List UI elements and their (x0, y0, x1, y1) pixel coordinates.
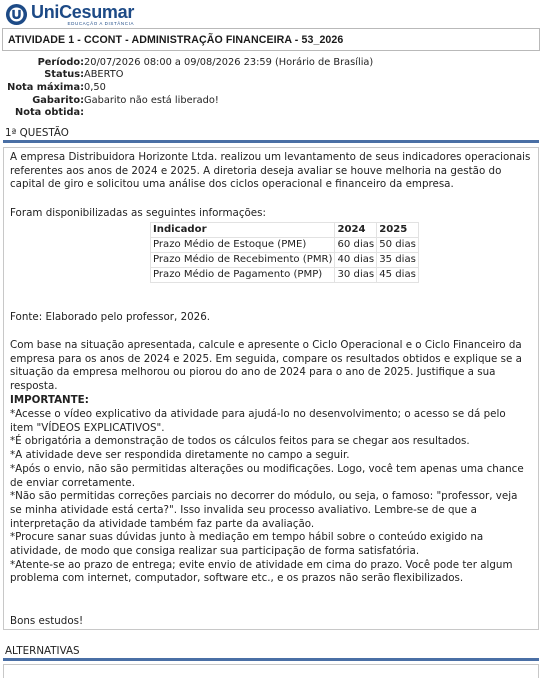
table-cell: 40 dias (335, 253, 377, 268)
table-row (151, 253, 419, 268)
closing-text: Bons estudos! (10, 615, 84, 627)
table-header-indicador: Indicador (151, 223, 335, 238)
nota-obtida-label: Nota obtida: (15, 107, 84, 119)
brand-logo[interactable] (5, 3, 134, 27)
list-item: *Após o envio, não são permitidas alterações ou modificações. Logo, você tem apenas uma chance de enviar corretamente. (10, 462, 524, 489)
list-item: *Acesse o vídeo explicativo da atividade para ajudá-lo no desenvolvimento; o acesso se dá pelo item "VÍDEOS EXPLICATIVOS". (10, 408, 506, 434)
question-header: 1ª QUESTÃO (5, 127, 69, 139)
periodo-value: 20/07/2026 08:00 a 09/08/2026 23:59 (Horário de Brasília) (84, 56, 374, 68)
source-note: Fonte: Elaborado pelo professor, 2026. (10, 311, 211, 323)
table-cell: Prazo Médio de Recebimento (PMR) (151, 253, 335, 268)
indicators-table (150, 222, 419, 283)
gabarito-label: Gabarito: (32, 94, 84, 106)
table-cell: Prazo Médio de Pagamento (PMP) (151, 268, 335, 283)
info-row-gabarito (0, 94, 542, 107)
important-title: IMPORTANTE: (10, 394, 89, 406)
unicesumar-logo-icon (5, 3, 28, 26)
list-item: *A atividade deve ser respondida diretamente no campo a seguir. (10, 449, 350, 462)
nota-maxima-value: 0,50 (84, 81, 106, 93)
table-cell: 45 dias (377, 268, 419, 283)
question-content (3, 147, 539, 630)
table-cell: 35 dias (377, 253, 419, 268)
section-divider (3, 658, 539, 661)
brand-tagline: EDUCAÇÃO A DISTÂNCIA (67, 21, 135, 26)
info-intro: Foram disponibilizadas as seguintes informações: (10, 207, 266, 219)
brand-name: UniCesumar (31, 2, 135, 22)
gabarito-value: Gabarito não está liberado! (84, 94, 219, 106)
periodo-label: Período: (37, 56, 84, 68)
section-divider (3, 140, 539, 143)
task-text: Com base na situação apresentada, calcule e apresente o Ciclo Operacional e o Ciclo Financeiro da empresa para os anos de 2024 e 2025. Em seguida, compare os resultados obtidos e explique se a situação da empresa melhorou ou piorou do ano de 2024 para o ano de 2025. Justifique a sua resposta. (10, 339, 522, 393)
alternatives-content (3, 664, 539, 678)
alternatives-header: ALTERNATIVAS (5, 645, 80, 657)
table-header-2025: 2025 (377, 223, 419, 238)
status-value: ABERTO (84, 69, 124, 81)
important-list (10, 408, 532, 586)
header (0, 0, 542, 28)
info-row-periodo (0, 56, 542, 69)
table-cell: 30 dias (335, 268, 377, 283)
table-header-row (151, 223, 419, 238)
nota-maxima-label: Nota máxima: (7, 81, 84, 93)
status-label: Status: (44, 69, 84, 81)
alternatives-section-header (0, 645, 542, 661)
list-item: *Não são permitidas correções parciais no decorrer do módulo, ou seja, o famoso: "professor, veja se minha atividade está certa?". Isso invalida seu processo avaliativo. Lembre-se de que a interpretação da atividade também faz parte da avaliação. (10, 490, 518, 530)
table-cell: Prazo Médio de Estoque (PME) (151, 238, 335, 253)
info-row-status (0, 69, 542, 82)
table-cell: 50 dias (377, 238, 419, 253)
activity-title: ATIVIDADE 1 - CCONT - ADMINISTRAÇÃO FINANCEIRA - 53_2026 (8, 33, 344, 46)
table-row (151, 268, 419, 283)
activity-title-bar (2, 28, 540, 51)
table-header-2024: 2024 (335, 223, 377, 238)
list-item: *Atente-se ao prazo de entrega; evite envio de atividade em cima do prazo. Você pode ter algum problema com internet, computador, software etc., e os prazos não serão flexibilizados. (10, 558, 513, 585)
list-item: *Procure sanar suas dúvidas junto à mediação em tempo hábil sobre o conteúdo exigido na atividade, de modo que consiga realizar sua participação de forma satisfatória. (10, 531, 484, 558)
activity-info (0, 56, 542, 119)
list-item: *É obrigatória a demonstração de todos os cálculos feitos para se chegar aos resultados. (10, 435, 470, 448)
info-row-nota-obtida (0, 106, 542, 119)
question-section-header (0, 127, 542, 143)
question-intro: A empresa Distribuidora Horizonte Ltda. realizou um levantamento de seus indicadores operacionais referentes aos anos de 2024 e 2025. A diretoria deseja avaliar se houve melhoria na gestão do capital de giro e solicitou uma análise dos ciclos operacional e financeiro da empresa. (10, 151, 531, 191)
table-row (151, 238, 419, 253)
table-cell: 60 dias (335, 238, 377, 253)
info-row-nota-maxima (0, 81, 542, 94)
